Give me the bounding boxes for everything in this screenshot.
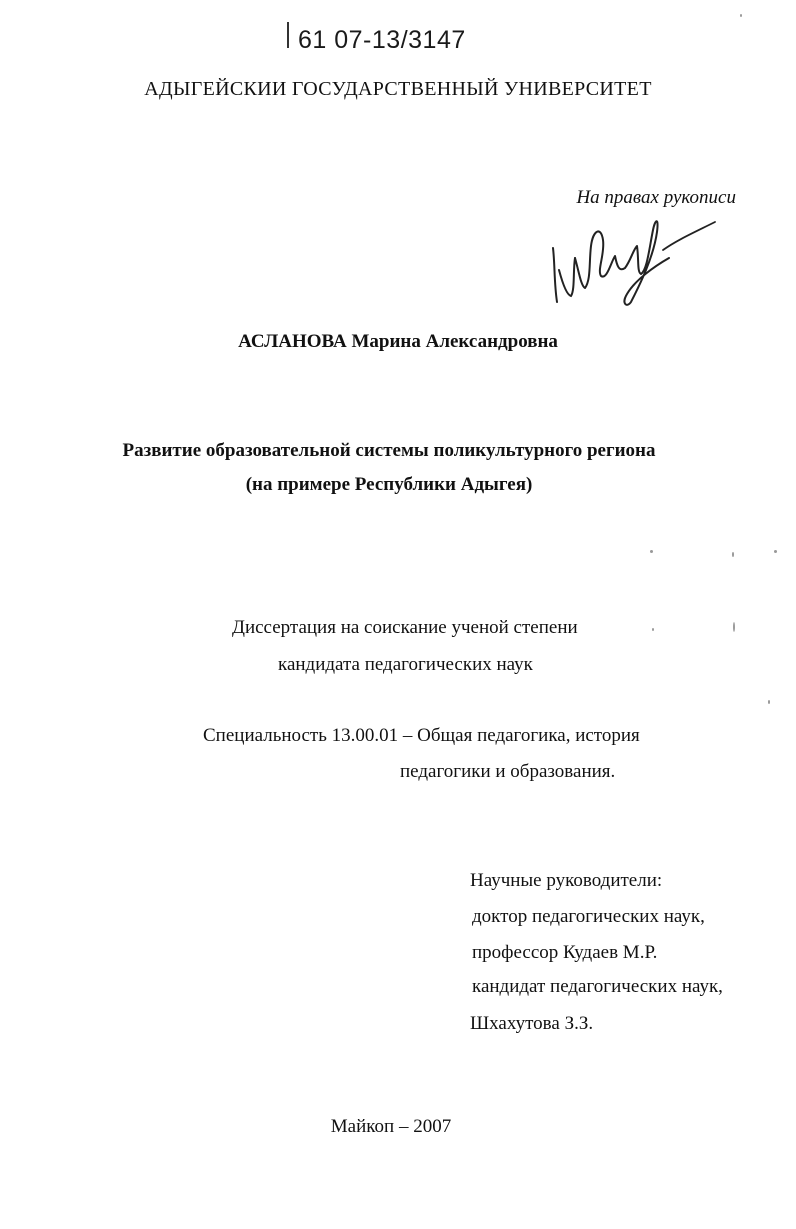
university-name: АДЫГЕЙСКИИ ГОСУДАРСТВЕННЫЙ УНИВЕРСИТЕТ xyxy=(144,78,652,100)
city-and-year: Майкоп – 2007 xyxy=(330,1116,452,1137)
scan-speck xyxy=(774,550,777,553)
supervisor-line: профессор Кудаев М.Р. xyxy=(472,942,658,963)
specialty-line-1: Специальность 13.00.01 – Общая педагогика, история xyxy=(203,725,640,746)
scan-speck xyxy=(650,550,653,553)
supervisor-line: Шхахутова З.З. xyxy=(470,1013,594,1034)
author-name: АСЛАНОВА Марина Александровна xyxy=(238,331,558,352)
scan-speck xyxy=(732,552,734,557)
supervisor-line: кандидат педагогических наук, xyxy=(472,976,723,997)
handwritten-signature-icon xyxy=(545,210,720,310)
dissertation-title-line-2: (на примере Республики Адыгея) xyxy=(245,474,533,495)
scan-speck xyxy=(768,700,770,704)
degree-statement-line-2: кандидата педагогических наук xyxy=(278,654,533,675)
manuscript-rights-note: На правах рукописи xyxy=(576,187,736,208)
stamp-mark xyxy=(287,22,289,48)
scan-speck xyxy=(652,628,654,631)
dissertation-title-line-1: Развитие образовательной системы поликультурного региона xyxy=(122,440,656,461)
supervisors-heading: Научные руководители: xyxy=(470,870,663,891)
scan-speck xyxy=(740,14,742,17)
degree-statement-line-1: Диссертация на соискание ученой степени xyxy=(232,617,578,638)
scan-speck xyxy=(733,622,735,632)
supervisor-line: доктор педагогических наук, xyxy=(472,906,705,927)
specialty-line-2: педагогики и образования. xyxy=(400,761,616,782)
archive-stamp-number: 61 07-13/3147 xyxy=(298,26,466,54)
